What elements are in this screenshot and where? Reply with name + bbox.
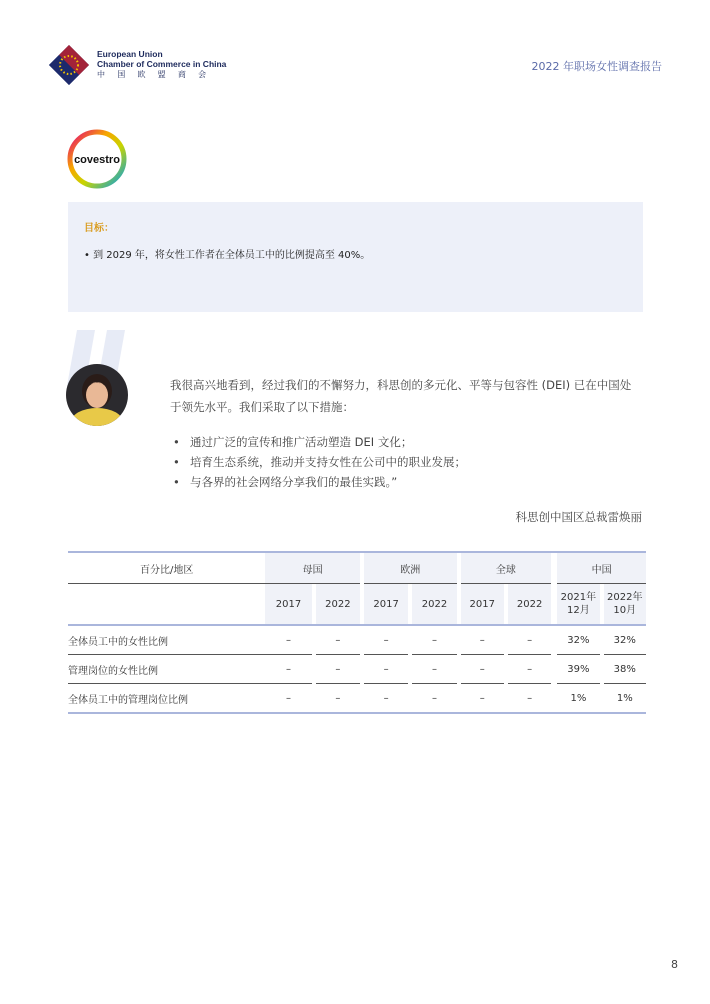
- year-header: 2022: [412, 584, 456, 626]
- table-cell: –: [508, 684, 551, 714]
- year-header: 2022年 10月: [604, 584, 646, 626]
- row-label: 管理岗位的女性比例: [68, 655, 265, 684]
- group-header-china: 中国: [557, 551, 646, 584]
- row-label: 全体员工中的女性比例: [68, 626, 265, 655]
- row-label: 全体员工中的管理岗位比例: [68, 684, 265, 714]
- table-cell: 39%: [557, 655, 599, 684]
- quote-signature: 科思创中国区总裁雷焕丽: [515, 510, 642, 524]
- table-cell: 1%: [604, 684, 646, 714]
- table-cell: –: [265, 655, 311, 684]
- table-cell: 38%: [604, 655, 646, 684]
- eucc-logo-icon: [48, 44, 90, 86]
- group-header-global: 全球: [461, 551, 552, 584]
- year-header: 2017: [461, 584, 504, 626]
- table-cell: –: [412, 626, 456, 655]
- year-header: 2017: [265, 584, 311, 626]
- organization-name: [97, 50, 226, 80]
- covestro-logo-text: covestro: [74, 154, 120, 166]
- table-cell: –: [412, 684, 456, 714]
- table-cell: –: [316, 684, 360, 714]
- page-number: 8: [671, 958, 678, 971]
- table-cell: –: [364, 655, 408, 684]
- table-cell: –: [461, 684, 504, 714]
- table-cell: 1%: [557, 684, 599, 714]
- group-header-home: 母国: [265, 551, 360, 584]
- table-cell: –: [461, 626, 504, 655]
- covestro-logo-icon: [66, 128, 128, 190]
- group-header-europe: 欧洲: [364, 551, 457, 584]
- table-cell: –: [364, 684, 408, 714]
- table-cell: –: [265, 684, 311, 714]
- year-header: 2017: [364, 584, 408, 626]
- table-cell: –: [316, 655, 360, 684]
- table-cell: –: [265, 626, 311, 655]
- year-header: 2021年 12月: [557, 584, 599, 626]
- report-title: 2022 年职场女性调查报告: [531, 60, 662, 73]
- table-corner-header: 百分比/地区: [68, 551, 265, 584]
- table-cell: –: [508, 655, 551, 684]
- table-cell: –: [412, 655, 456, 684]
- measures-list: [170, 432, 640, 492]
- speaker-portrait: [66, 364, 128, 426]
- table-cell: 32%: [557, 626, 599, 655]
- statistics-table: [68, 551, 646, 714]
- year-header: 2022: [316, 584, 360, 626]
- table-cell: –: [508, 626, 551, 655]
- goal-label: 目标：: [84, 223, 114, 234]
- table-cell: 32%: [604, 626, 646, 655]
- table-cell: –: [364, 626, 408, 655]
- list-item: • 通过广泛的宣传和推广活动塑造 DEI 文化；: [170, 432, 640, 452]
- org-name-cn: 中 国 欧 盟 商 会: [97, 70, 212, 79]
- list-item: • 培育生态系统，推动并支持女性在公司中的职业发展；: [170, 452, 640, 472]
- table-cell: –: [316, 626, 360, 655]
- quote-text: 我很高兴地看到，经过我们的不懈努力，科思创的多元化、平等与包容性 (DEI) 已在中国处于领先水平。我们采取了以下措施：: [170, 378, 632, 414]
- table-cell: –: [461, 655, 504, 684]
- list-item: • 与各界的社会网络分享我们的最佳实践。”: [170, 472, 640, 492]
- org-name-en-line1: European Union: [97, 49, 163, 59]
- goal-item: • 到 2029 年，将女性工作者在全体员工中的比例提高至 40%。: [84, 250, 371, 261]
- org-name-en-line2: Chamber of Commerce in China: [97, 58, 227, 69]
- year-header: 2022: [508, 584, 551, 626]
